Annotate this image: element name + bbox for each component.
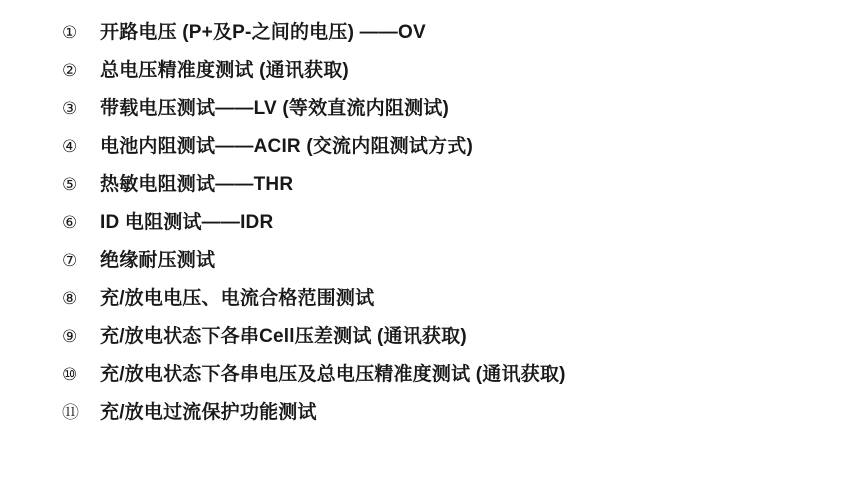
list-item-marker: ⑪ xyxy=(62,403,79,423)
list-item xyxy=(0,52,845,90)
list-item xyxy=(0,242,845,280)
list-item xyxy=(0,166,845,204)
list-item-marker: ④ xyxy=(62,137,78,157)
list-item xyxy=(0,394,845,432)
list-item-label: 总电压精准度测试 (通讯获取) xyxy=(100,60,349,81)
list-item-label: 热敏电阻测试——THR xyxy=(100,174,294,195)
list-item-label: 充/放电过流保护功能测试 xyxy=(100,402,317,423)
list-item-marker: ① xyxy=(62,23,78,43)
list-item xyxy=(0,204,845,242)
list-item-label: 绝缘耐压测试 xyxy=(100,250,216,271)
list-item-marker: ⑩ xyxy=(62,365,78,385)
test-item-list xyxy=(0,14,845,432)
list-item-label: 电池内阻测试——ACIR (交流内阻测试方式) xyxy=(100,136,473,157)
list-item-marker: ⑨ xyxy=(62,327,78,347)
list-item xyxy=(0,14,845,52)
list-item-marker: ② xyxy=(62,61,78,81)
list-item-marker: ⑧ xyxy=(62,289,78,309)
list-item-marker: ⑥ xyxy=(62,213,78,233)
list-item-label: 带载电压测试——LV (等效直流内阻测试) xyxy=(100,98,450,119)
list-item-marker: ⑦ xyxy=(62,251,78,271)
list-item-label: 开路电压 (P+及P-之间的电压) ——OV xyxy=(100,22,426,43)
list-item-marker: ⑤ xyxy=(62,175,78,195)
list-item-label: 充/放电状态下各串电压及总电压精准度测试 (通讯获取) xyxy=(100,364,566,385)
list-item-label: ID 电阻测试——IDR xyxy=(100,212,274,233)
list-item-label: 充/放电电压、电流合格范围测试 xyxy=(100,288,375,309)
list-item xyxy=(0,128,845,166)
list-item-marker: ③ xyxy=(62,99,78,119)
list-item xyxy=(0,280,845,318)
list-item xyxy=(0,318,845,356)
list-item xyxy=(0,356,845,394)
list-item-label: 充/放电状态下各串Cell压差测试 (通讯获取) xyxy=(100,326,467,347)
list-item xyxy=(0,90,845,128)
